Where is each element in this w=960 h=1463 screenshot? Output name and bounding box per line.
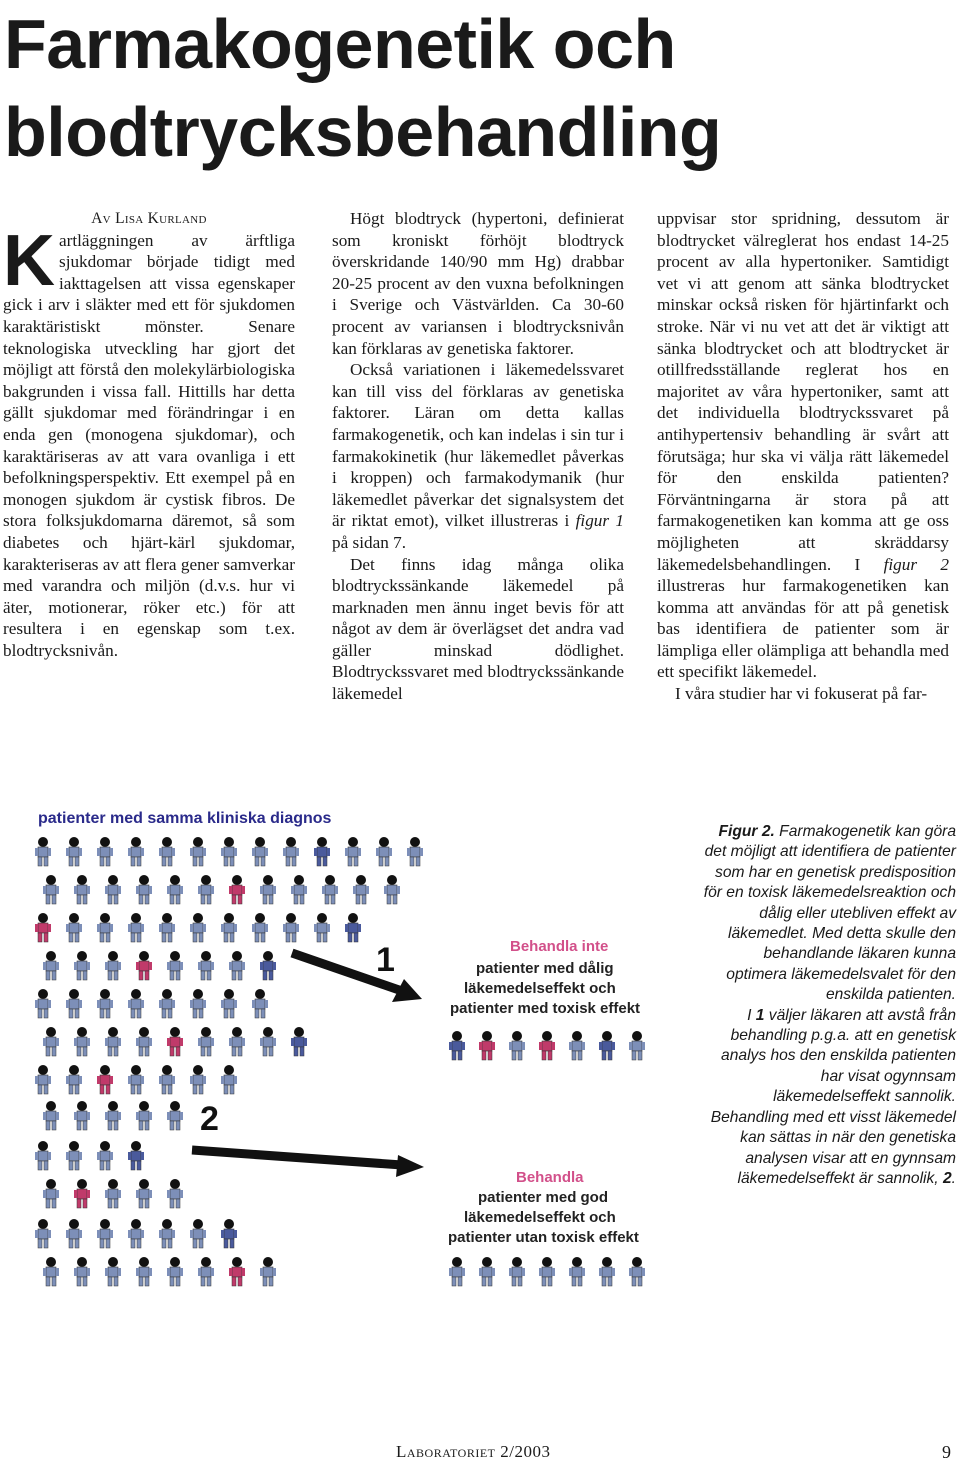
patient-figure	[283, 837, 299, 866]
caption-number-1: 1	[755, 1006, 765, 1024]
arrow-2-label: 2	[200, 1100, 219, 1138]
group-1-title: Behandla inte	[510, 938, 609, 955]
patient-figure	[136, 1027, 152, 1056]
patient-figure	[599, 1031, 615, 1060]
patient-figure	[221, 1065, 237, 1094]
patient-figure	[159, 989, 175, 1018]
patient-figure	[43, 1257, 59, 1286]
patient-figure	[221, 913, 237, 942]
patient-figure	[97, 989, 113, 1018]
patient-figure	[291, 875, 307, 904]
intro-paragraph	[3, 220, 295, 662]
caption-text: I	[747, 1006, 756, 1024]
patient-figure	[43, 875, 59, 904]
patient-figure	[43, 1179, 59, 1208]
patient-figure	[449, 1257, 465, 1286]
patient-figure	[136, 1179, 152, 1208]
group-1-line-3: patienter med toxisk effekt	[450, 1000, 641, 1017]
patient-figure	[384, 875, 400, 904]
caption-text: .	[951, 1169, 956, 1187]
arrow-2	[192, 1150, 424, 1177]
patient-figure	[167, 1101, 183, 1130]
patient-figure	[159, 837, 175, 866]
patient-figure	[74, 1027, 90, 1056]
patient-figure	[353, 875, 369, 904]
paragraph-text: illustreras hur farmakogenetiken kan komma att användas för att på genetisk bas identifiera de patienter som är lämpliga eller olämpliga att behandla med ett specifikt läkemedel.	[657, 576, 949, 682]
patient-figure	[252, 989, 268, 1018]
patient-figure	[105, 1257, 121, 1286]
patient-figure	[35, 1065, 51, 1094]
patient-figure	[66, 837, 82, 866]
patient-figure	[198, 951, 214, 980]
patient-figure	[66, 989, 82, 1018]
patient-crowd	[35, 837, 423, 1286]
patient-figure	[221, 989, 237, 1018]
drop-cap: K	[3, 220, 55, 301]
patient-figure	[105, 951, 121, 980]
patient-figure	[66, 1141, 82, 1170]
patient-figure	[97, 1219, 113, 1248]
patient-figure	[569, 1031, 585, 1060]
patient-figure	[190, 1219, 206, 1248]
patient-figure	[35, 913, 51, 942]
article-title	[4, 0, 721, 176]
patient-figure	[229, 951, 245, 980]
patient-figure	[43, 951, 59, 980]
patient-figure	[190, 1065, 206, 1094]
patient-figure	[43, 1101, 59, 1130]
paragraph-text: uppvisar stor spridning, dessutom är blodtrycket välreglerat hos endast 14-25 procent av alla hypertoniker. Samtidigt vet vi att genom att sänka blodtrycket minskar också risken för hjärtinfarkt och stroke. När vi nu vet att det är viktigt att sänka blodtrycket och att blodtrycket är otillfredsställande reglerat hos en majoritet av våra hypertoniker, samt att det individuella blodtryckssvaret på antihypertensiv behandling är svårt att förutsäga; hur ska vi välja rätt läkemedel för den enskilda patienten? Förväntningarna är stora på att farmakogenetiken kan komma att ge oss möjligheten att skräddarsy läkemedelsbehandlingen. I	[657, 209, 949, 574]
column-3	[657, 208, 949, 705]
patient-figure	[74, 875, 90, 904]
patient-figure	[479, 1031, 495, 1060]
caption-paragraph-1	[700, 822, 956, 1006]
patient-figure	[260, 951, 276, 980]
patient-figure	[252, 913, 268, 942]
figure-1-reference: figur 1	[575, 511, 624, 531]
patient-figure	[66, 1065, 82, 1094]
group-1-patients	[449, 1031, 645, 1060]
paragraph-studies: I våra studier har vi fokuserat på far-	[675, 684, 928, 704]
patient-figure	[66, 913, 82, 942]
patient-figure	[159, 1219, 175, 1248]
patient-figure	[198, 875, 214, 904]
group-2-line-2: läkemedelseffekt och	[464, 1209, 616, 1226]
caption-text: Farmakogenetik kan göra det möjligt att identifiera de patienter som har en genetisk predisposition för en toxisk läkemedelsreaktion och dålig eller utebliven effekt av läkemedlet. Med detta skulle den behandlande läkaren kunna optimera läkemedelsvalet för den enskilda patienten.	[703, 823, 956, 1004]
caption-text: väljer läkaren att avstå från behandling p.g.a. att en genetisk analys hos den enskilda patienten har visat ogynnsam läkemedelseffekt sannolik. Behandling med ett visst läkemedel kan sättas in när den genetiska analysen visar att en gynnsam läkemedelseffekt är sannolik,	[710, 1006, 956, 1187]
patient-figure	[260, 875, 276, 904]
patient-figure	[105, 1101, 121, 1130]
paragraph-hypertension: Högt blodtryck (hypertoni, definierat som kroniskt förhöjt blodtryck överskridande 140/90 mm Hg) drabbar 20-25 procent av den vuxna befolkningen i Sverige och Västvärlden. Ca 30-60 procent av variansen i blodtrycksnivån kan förklaras av genetiska faktorer.	[332, 209, 624, 358]
patient-figure	[629, 1257, 645, 1286]
patient-figure	[569, 1257, 585, 1286]
patient-figure	[167, 1179, 183, 1208]
patient-figure	[105, 1179, 121, 1208]
patient-figure	[629, 1031, 645, 1060]
caption-paragraph-2	[700, 1006, 956, 1190]
column-1	[3, 208, 295, 661]
figure-2-caption	[700, 822, 956, 1189]
patient-figure	[35, 989, 51, 1018]
patient-figure	[229, 875, 245, 904]
title-line-1: Farmakogenetik och	[4, 5, 676, 83]
patient-figure	[314, 837, 330, 866]
page-number: 9	[942, 1442, 951, 1462]
column-2	[332, 208, 624, 705]
journal-name: Laboratoriet 2/2003	[396, 1442, 551, 1461]
patient-figure	[35, 1141, 51, 1170]
intro-text: artläggningen av ärftliga sjukdomar började tidigt med iakttagelsen att vissa egenskaper gick i arv i släkter med ett för sjukdomen karaktäristiskt mönster. Senare teknologiska utveckling har gjort det möjligt att förstå den molekylärbiologiska bakgrunden i vissa fall. Hittills har detta gällt sjukdomar med förändringar i en enda gen (monogena sjukdomar), och karaktäriseras av att vara ovanliga i ett befolkningsperspektiv. Ett exempel på en monogen sjukdom är cystisk fibros. De stora folksjukdomarna däremot, så som diabetes och hjärt-kärl sjukdomar, karakteriseras av att flera gener samverkar med varandra och miljön (d.v.s. hur vi äter, motionerar, röker etc.) för att resultera i en egenskap som t.ex. blodtrycksnivån.	[3, 230, 295, 660]
patient-figure	[376, 837, 392, 866]
patient-figure	[43, 1027, 59, 1056]
patient-figure	[190, 989, 206, 1018]
patient-figure	[136, 1101, 152, 1130]
patient-figure	[159, 1065, 175, 1094]
group-2-title: Behandla	[516, 1169, 584, 1186]
patient-figure	[66, 1219, 82, 1248]
patient-figure	[74, 1257, 90, 1286]
title-line-2: blodtrycksbehandling	[4, 93, 722, 171]
patient-figure	[74, 1101, 90, 1130]
patient-figure	[221, 837, 237, 866]
patient-figure	[97, 913, 113, 942]
paragraph-pharmacogenetics	[332, 359, 624, 553]
patient-figure	[97, 1065, 113, 1094]
patient-figure	[128, 1065, 144, 1094]
patient-figure	[229, 1027, 245, 1056]
group-2-line-1: patienter med god	[478, 1189, 609, 1206]
patient-figure	[167, 875, 183, 904]
group-1-line-1: patienter med dålig	[476, 960, 614, 977]
group-2-line-3: patienter utan toxisk effekt	[448, 1229, 639, 1246]
patient-figure	[291, 1027, 307, 1056]
patient-figure	[105, 875, 121, 904]
patient-figure	[128, 1141, 144, 1170]
patient-figure	[97, 1141, 113, 1170]
patient-figure	[35, 1219, 51, 1248]
patient-figure	[449, 1031, 465, 1060]
patient-figure	[190, 913, 206, 942]
patient-figure	[252, 837, 268, 866]
group-2-patients	[449, 1257, 645, 1286]
patient-figure	[539, 1031, 555, 1060]
paragraph-text: på sidan 7.	[332, 532, 406, 552]
patient-figure	[97, 837, 113, 866]
patient-figure	[345, 837, 361, 866]
patient-figure	[509, 1031, 525, 1060]
patient-figure	[167, 1027, 183, 1056]
patient-figure	[159, 913, 175, 942]
caption-label: Figur 2.	[718, 823, 775, 840]
paragraph-text: Också variationen i läkemedelssvaret kan till viss del förklaras av genetiska faktorer. Läran om detta kallas farmakogenetik, och kan indelas i sin tur i farmakokinetik (hur läkemedlet påverkas i kroppen) och farmakodymanik (hur läkemedlet påverkar det signalsystem det är riktat emot), vilket illustreras i	[332, 360, 624, 531]
patient-figure	[407, 837, 423, 866]
patient-figure	[128, 913, 144, 942]
figure-heading: patienter med samma kliniska diagnos	[38, 810, 332, 827]
patient-figure	[128, 837, 144, 866]
patient-figure	[74, 1179, 90, 1208]
patient-figure	[260, 1027, 276, 1056]
patient-figure	[105, 1027, 121, 1056]
patient-figure	[198, 1257, 214, 1286]
patient-figure	[479, 1257, 495, 1286]
patient-figure	[539, 1257, 555, 1286]
patient-figure	[167, 951, 183, 980]
byline: Av Lisa Kurland	[91, 210, 207, 227]
patient-figure	[283, 913, 299, 942]
arrow-1-label: 1	[376, 941, 395, 979]
group-1-line-2: läkemedelseffekt och	[464, 980, 616, 997]
arrow-1	[292, 953, 422, 1002]
patient-figure	[229, 1257, 245, 1286]
patient-figure	[74, 951, 90, 980]
patient-figure	[322, 875, 338, 904]
figure-2-illustration	[30, 795, 670, 1295]
patient-figure	[190, 837, 206, 866]
patient-figure	[35, 837, 51, 866]
patient-figure	[167, 1257, 183, 1286]
patient-figure	[136, 1257, 152, 1286]
patient-figure	[128, 1219, 144, 1248]
patient-figure	[136, 875, 152, 904]
caption-number-2: 2	[942, 1169, 952, 1187]
patient-figure	[599, 1257, 615, 1286]
figure-2-reference: figur 2	[883, 554, 949, 574]
paragraph-response	[657, 208, 949, 683]
paragraph-drugs: Det finns idag många olika blodtryckssänkande läkemedel på marknaden men ännu inget bevis för att något av dem är överlägset det andra vad gäller minskad dödlighet. Blodtryckssvaret med blodtryckssänkande läkemedel	[332, 554, 624, 704]
patient-figure	[198, 1027, 214, 1056]
patient-figure	[221, 1219, 237, 1248]
patient-figure	[128, 989, 144, 1018]
patient-figure	[314, 913, 330, 942]
patient-figure	[345, 913, 361, 942]
patient-figure	[260, 1257, 276, 1286]
patient-figure	[509, 1257, 525, 1286]
patient-figure	[136, 951, 152, 980]
